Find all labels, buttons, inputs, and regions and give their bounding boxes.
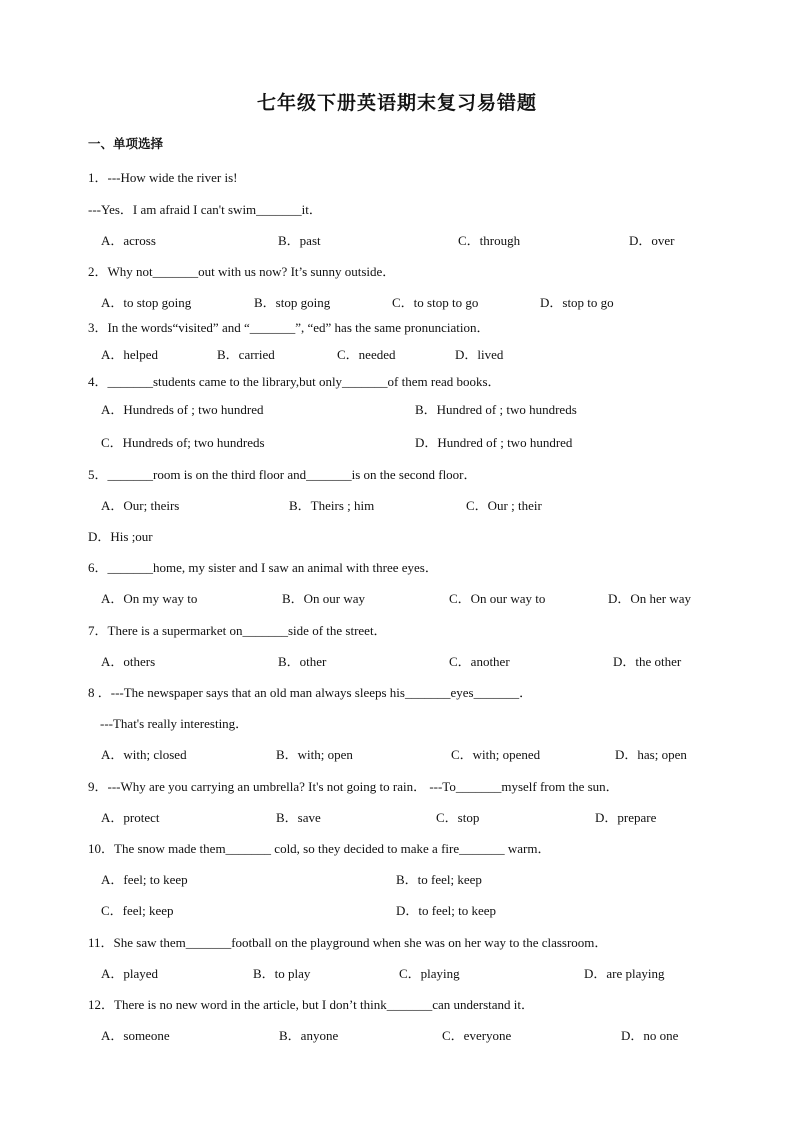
question-11-option-b: B．to play (253, 966, 311, 981)
question-9-option-d: D．prepare (595, 810, 657, 825)
question-6-option-d: D．On her way (608, 591, 692, 606)
question-5-option-a: A．Our; theirs (101, 498, 180, 513)
question-1-option-c: C．through (458, 233, 521, 248)
question-9-option-a: A．protect (101, 810, 160, 825)
question-5-option-d: D．His ;our (88, 529, 153, 544)
question-12-option-a: A．someone (101, 1028, 170, 1043)
page-title: 七年级下册英语期末复习易错题 (256, 92, 537, 114)
question-9-option-b: B．save (276, 810, 321, 825)
question-8-stem: 8 ．---The newspaper says that an old man always sleeps his_______eyes_______． (88, 685, 533, 700)
section-heading: 一、单项选择 (88, 136, 164, 151)
question-4-stem: 4．_______students came to the library,but only_______of them read books． (88, 374, 501, 389)
question-8-reply: ---That's really interesting． (100, 716, 249, 731)
question-1-option-a: A．across (101, 233, 156, 248)
question-4-option-d: D．Hundred of ; two hundred (415, 435, 573, 450)
question-4-option-b: B．Hundred of ; two hundreds (415, 402, 577, 417)
question-12-option-b: B．anyone (279, 1028, 339, 1043)
question-2-option-a: A．to stop going (101, 295, 192, 310)
question-4-option-c: C．Hundreds of; two hundreds (101, 435, 265, 450)
question-8-option-d: D．has; open (615, 747, 687, 762)
question-3-option-c: C．needed (337, 347, 396, 362)
question-3-option-a: A．helped (101, 347, 159, 362)
question-3-stem: 3．In the words“visited” and “_______”, “ed” has the same pronunciation． (88, 320, 490, 335)
question-11-option-d: D．are playing (584, 966, 665, 981)
question-6-stem: 6．_______home, my sister and I saw an animal with three eyes． (88, 560, 438, 575)
question-6-option-a: A．On my way to (101, 591, 198, 606)
question-5-option-b: B．Theirs ; him (289, 498, 375, 513)
question-11-stem: 11．She saw them_______football on the playground when she was on her way to the classroom． (88, 935, 608, 950)
question-1-option-b: B．past (278, 233, 321, 248)
question-10-option-c: C．feel; keep (101, 903, 174, 918)
question-1-option-d: D．over (629, 233, 675, 248)
question-7-stem: 7．There is a supermarket on_______side of the street． (88, 623, 387, 638)
question-7-option-c: C．another (449, 654, 510, 669)
question-5-option-c: C．Our ; their (466, 498, 542, 513)
question-7-option-a: A．others (101, 654, 156, 669)
question-8-option-b: B．with; open (276, 747, 353, 762)
question-3-option-d: D．lived (455, 347, 504, 362)
question-1-stem: 1．---How wide the river is! (88, 170, 238, 185)
question-6-option-b: B．On our way (282, 591, 366, 606)
question-10-option-a: A．feel; to keep (101, 872, 188, 887)
question-12-stem: 12．There is no new word in the article, but I don’t think_______can understand it． (88, 997, 534, 1012)
question-4-option-a: A．Hundreds of ; two hundred (101, 402, 264, 417)
question-1-reply: ---Yes．I am afraid I can't swim_______it． (88, 202, 322, 217)
question-6-option-c: C．On our way to (449, 591, 546, 606)
question-12-option-d: D．no one (621, 1028, 679, 1043)
question-12-option-c: C．everyone (442, 1028, 512, 1043)
question-2-option-d: D．stop to go (540, 295, 614, 310)
question-9-option-c: C．stop (436, 810, 480, 825)
question-2-stem: 2．Why not_______out with us now? It’s sunny outside． (88, 264, 396, 279)
question-7-option-b: B．other (278, 654, 327, 669)
question-2-option-c: C．to stop to go (392, 295, 479, 310)
question-10-option-b: B．to feel; keep (396, 872, 482, 887)
question-10-stem: 10．The snow made them_______ cold, so they decided to make a fire_______ warm． (88, 841, 551, 856)
question-7-option-d: D．the other (613, 654, 682, 669)
question-3-option-b: B．carried (217, 347, 275, 362)
question-2-option-b: B．stop going (254, 295, 331, 310)
question-9-stem: 9．---Why are you carrying an umbrella? It's not going to rain． ---To_______myself from the sun． (88, 779, 619, 794)
question-5-stem: 5．_______room is on the third floor and_______is on the second floor． (88, 467, 477, 482)
question-8-option-a: A．with; closed (101, 747, 187, 762)
question-8-option-c: C．with; opened (451, 747, 541, 762)
question-11-option-c: C．playing (399, 966, 460, 981)
question-11-option-a: A．played (101, 966, 159, 981)
question-10-option-d: D．to feel; to keep (396, 903, 496, 918)
